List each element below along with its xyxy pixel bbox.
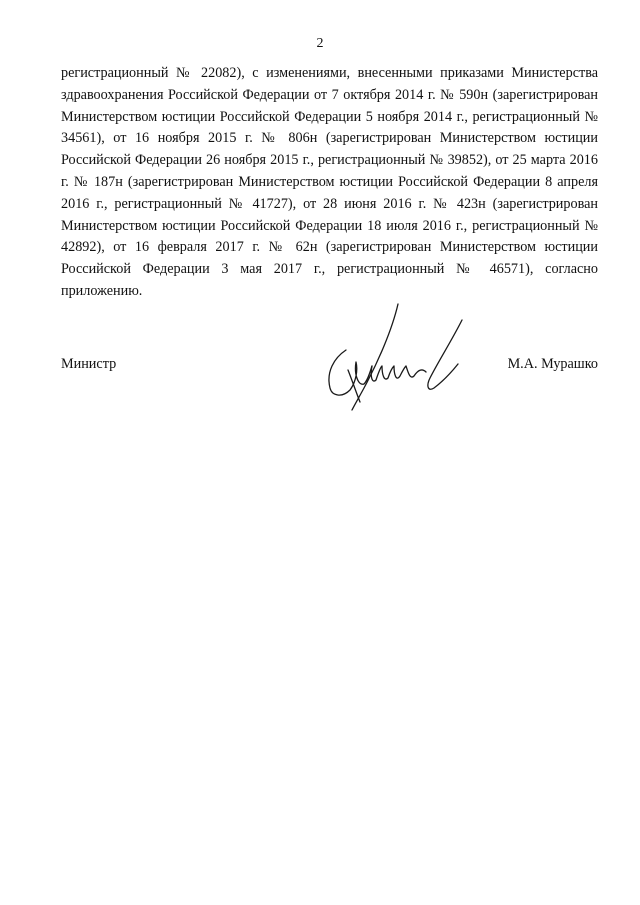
signer-title: Министр [61, 356, 117, 372]
signer-name: М.А. Мурашко [507, 356, 598, 372]
page-number: 2 [316, 36, 324, 51]
body-paragraph: регистрационный № 22082), с изменениями, внесенными приказами Министерства здравоохранения Российской Федерации от 7 октября 2014 г. № 590н (зарегистрирован Министерством юстиции Российской Федерации 5 ноября 2014 г., регистрационный № 34561), от 16 ноября 2015 г. № 806н (зарегистрирован Министерством юстиции Российской Федерации 26 ноября 2015 г., регистрационный № 39852), от 25 марта 2016 г. № 187н (зарегистрирован Министерством юстиции Российской Федерации 8 апреля 2016 г., регистрационный № 41727), от 28 июня 2016 г. № 423н (зарегистрирован Министерством юстиции Российской Федерации 18 июля 2016 г., регистрационный № 42892), от 16 февраля 2017 г. № 62н (зарегистрирован Министерством юстиции Российской Федерации 3 мая 2017 г., регистрационный № 46571), согласно приложению. [61, 65, 598, 299]
handwritten-signature-icon [312, 300, 472, 415]
